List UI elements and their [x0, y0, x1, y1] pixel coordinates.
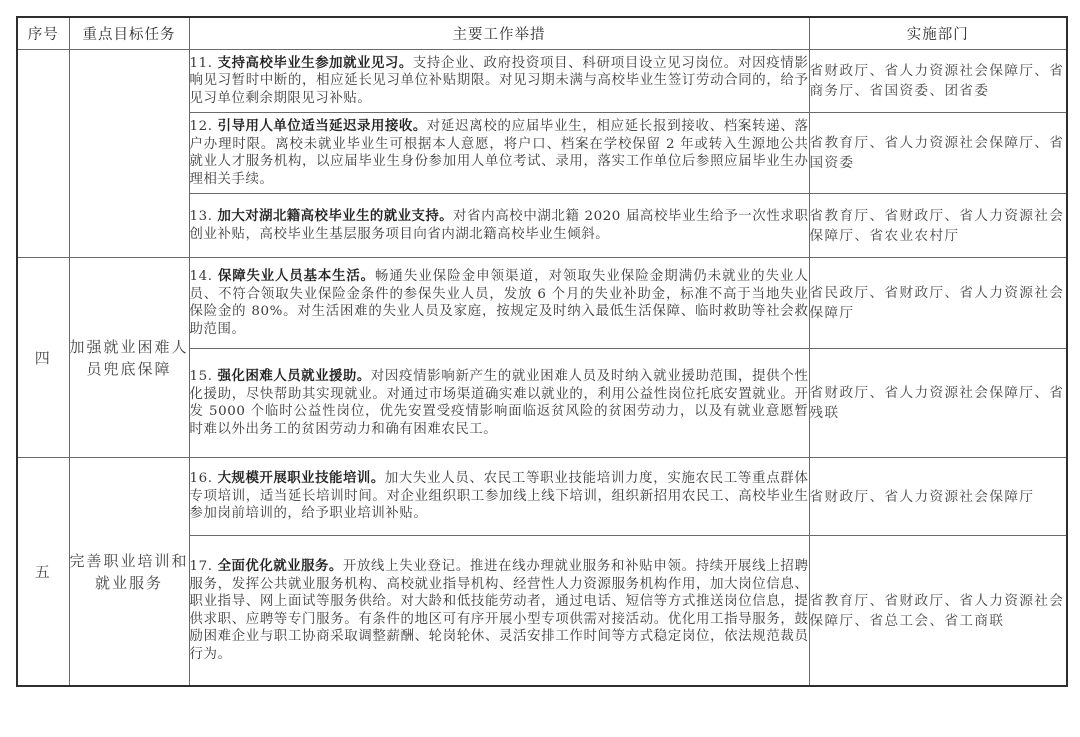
group-number: 四: [17, 258, 69, 458]
measure-body: 对延迟离校的应届毕业生，相应延长报到接收、档案转递、落户办理时限。离校未就业毕业生可根据本人意愿，将户口、档案在学校保留 2 年或转入生源地公共就业人才服务机构，以应届毕业生身份参加用人单位考试、录用，落实工作单位后参照应届毕业生办理相关手续。: [189, 119, 809, 187]
group-number: [17, 50, 69, 258]
group-task: 完善职业培训和就业服务: [69, 458, 189, 687]
measure-number: 13.: [189, 209, 213, 224]
measures-table: [16, 16, 1068, 687]
group-number: 五: [17, 458, 69, 687]
department-cell: 省教育厅、省财政厅、省人力资源社会保障厅、省总工会、省工商联: [809, 536, 1067, 687]
measure-cell: [189, 258, 809, 349]
group-task: [69, 50, 189, 258]
header-no: 序号: [17, 17, 69, 50]
measure-number: 12.: [189, 119, 213, 134]
measure-cell: [189, 113, 809, 194]
measure-title: 强化困难人员就业援助。: [217, 369, 371, 384]
department-cell: 省财政厅、省人力资源社会保障厅: [809, 458, 1067, 536]
header-departments: 实施部门: [809, 17, 1067, 50]
measure-number: 17.: [189, 559, 213, 574]
measure-title: 大规模开展职业技能培训。: [217, 471, 385, 487]
measure-number: 14.: [189, 269, 213, 284]
header-measures: 主要工作举措: [189, 17, 809, 50]
measure-title: 全面优化就业服务。: [217, 559, 343, 574]
measure-body: 对因疫情影响新产生的就业困难人员及时纳入就业援助范围，提供个性化援助，尽快帮助其实现就业。对通过市场渠道确实难以就业的，利用公益性岗位托底安置就业。开发 5000 个临时公益性岗位，优先安置受疫情影响面临返贫风险的贫困劳动力，以及有就业意愿暂时难以外出务工的贫困劳动力和确有困难农民工。: [189, 369, 809, 437]
measure-cell: [189, 458, 809, 536]
department-cell: 省财政厅、省人力资源社会保障厅、省残联: [809, 349, 1067, 458]
table-row: [17, 458, 1067, 536]
measure-cell: [189, 194, 809, 258]
measure-body: 对省内高校中湖北籍 2020 届高校毕业生给予一次性求职创业补贴，高校毕业生基层服务项目向省内湖北籍高校毕业生倾斜。: [189, 209, 809, 242]
measure-cell: [189, 50, 809, 113]
measure-cell: [189, 536, 809, 687]
measure-body: 支持企业、政府投资项目、科研项目设立见习岗位。对因疫情影响见习暂时中断的，相应延长见习单位补贴期限。对见习期未满与高校毕业生签订劳动合同的，给予见习单位剩余期限见习补贴。: [189, 55, 809, 106]
group-task: 加强就业困难人员兜底保障: [69, 258, 189, 458]
measure-number: 16.: [189, 471, 213, 487]
header-row: [17, 17, 1067, 50]
measure-body: 开放线上失业登记。推进在线办理就业服务和补贴申领。持续开展线上招聘服务，发挥公共就业服务机构、高校就业指导机构、经营性人力资源服务机构作用，加大岗位信息、职业指导、网上面试等服务供给。对大龄和低技能劳动者，通过电话、短信等方式推送岗位信息，提供求职、应聘等专门服务。有条件的地区可有序开展小型专项供需对接活动。优化用工指导服务，鼓励困难企业与职工协商采取调整薪酬、轮岗轮休、灵活安排工作时间等方式稳定岗位，依法规范裁员行为。: [189, 559, 809, 662]
measure-body: 加大失业人员、农民工等职业技能培训力度，实施农民工等重点群体专项培训，适当延长培训时间。对企业组织职工参加线上线下培训，组织新招用农民工、高校毕业生参加岗前培训的，给予职业培训补贴。: [189, 471, 809, 522]
department-cell: 省教育厅、省财政厅、省人力资源社会保障厅、省农业农村厅: [809, 194, 1067, 258]
table-row: [17, 258, 1067, 349]
measure-title: 引导用人单位适当延迟录用接收。: [217, 119, 427, 134]
measure-number: 15.: [189, 369, 213, 384]
department-cell: 省民政厅、省财政厅、省人力资源社会保障厅: [809, 258, 1067, 349]
measure-body: 畅通失业保险金申领渠道，对领取失业保险金期满仍未就业的失业人员、不符合领取失业保险金条件的参保失业人员，发放 6 个月的失业补助金，标准不高于当地失业保险金的 80%。对生活困难的失业人员及家庭，按规定及时纳入最低生活保障、临时救助等社会救助范围。: [189, 269, 809, 337]
measure-cell: [189, 349, 809, 458]
measure-title: 加大对湖北籍高校毕业生的就业支持。: [217, 209, 454, 224]
department-cell: 省财政厅、省人力资源社会保障厅、省商务厅、省国资委、团省委: [809, 50, 1067, 113]
measure-title: 支持高校毕业生参加就业见习。: [217, 55, 413, 71]
measure-title: 保障失业人员基本生活。: [217, 269, 375, 284]
header-task: 重点目标任务: [69, 17, 189, 50]
measure-number: 11.: [189, 55, 213, 71]
department-cell: 省教育厅、省人力资源社会保障厅、省国资委: [809, 113, 1067, 194]
table-row: [17, 50, 1067, 113]
